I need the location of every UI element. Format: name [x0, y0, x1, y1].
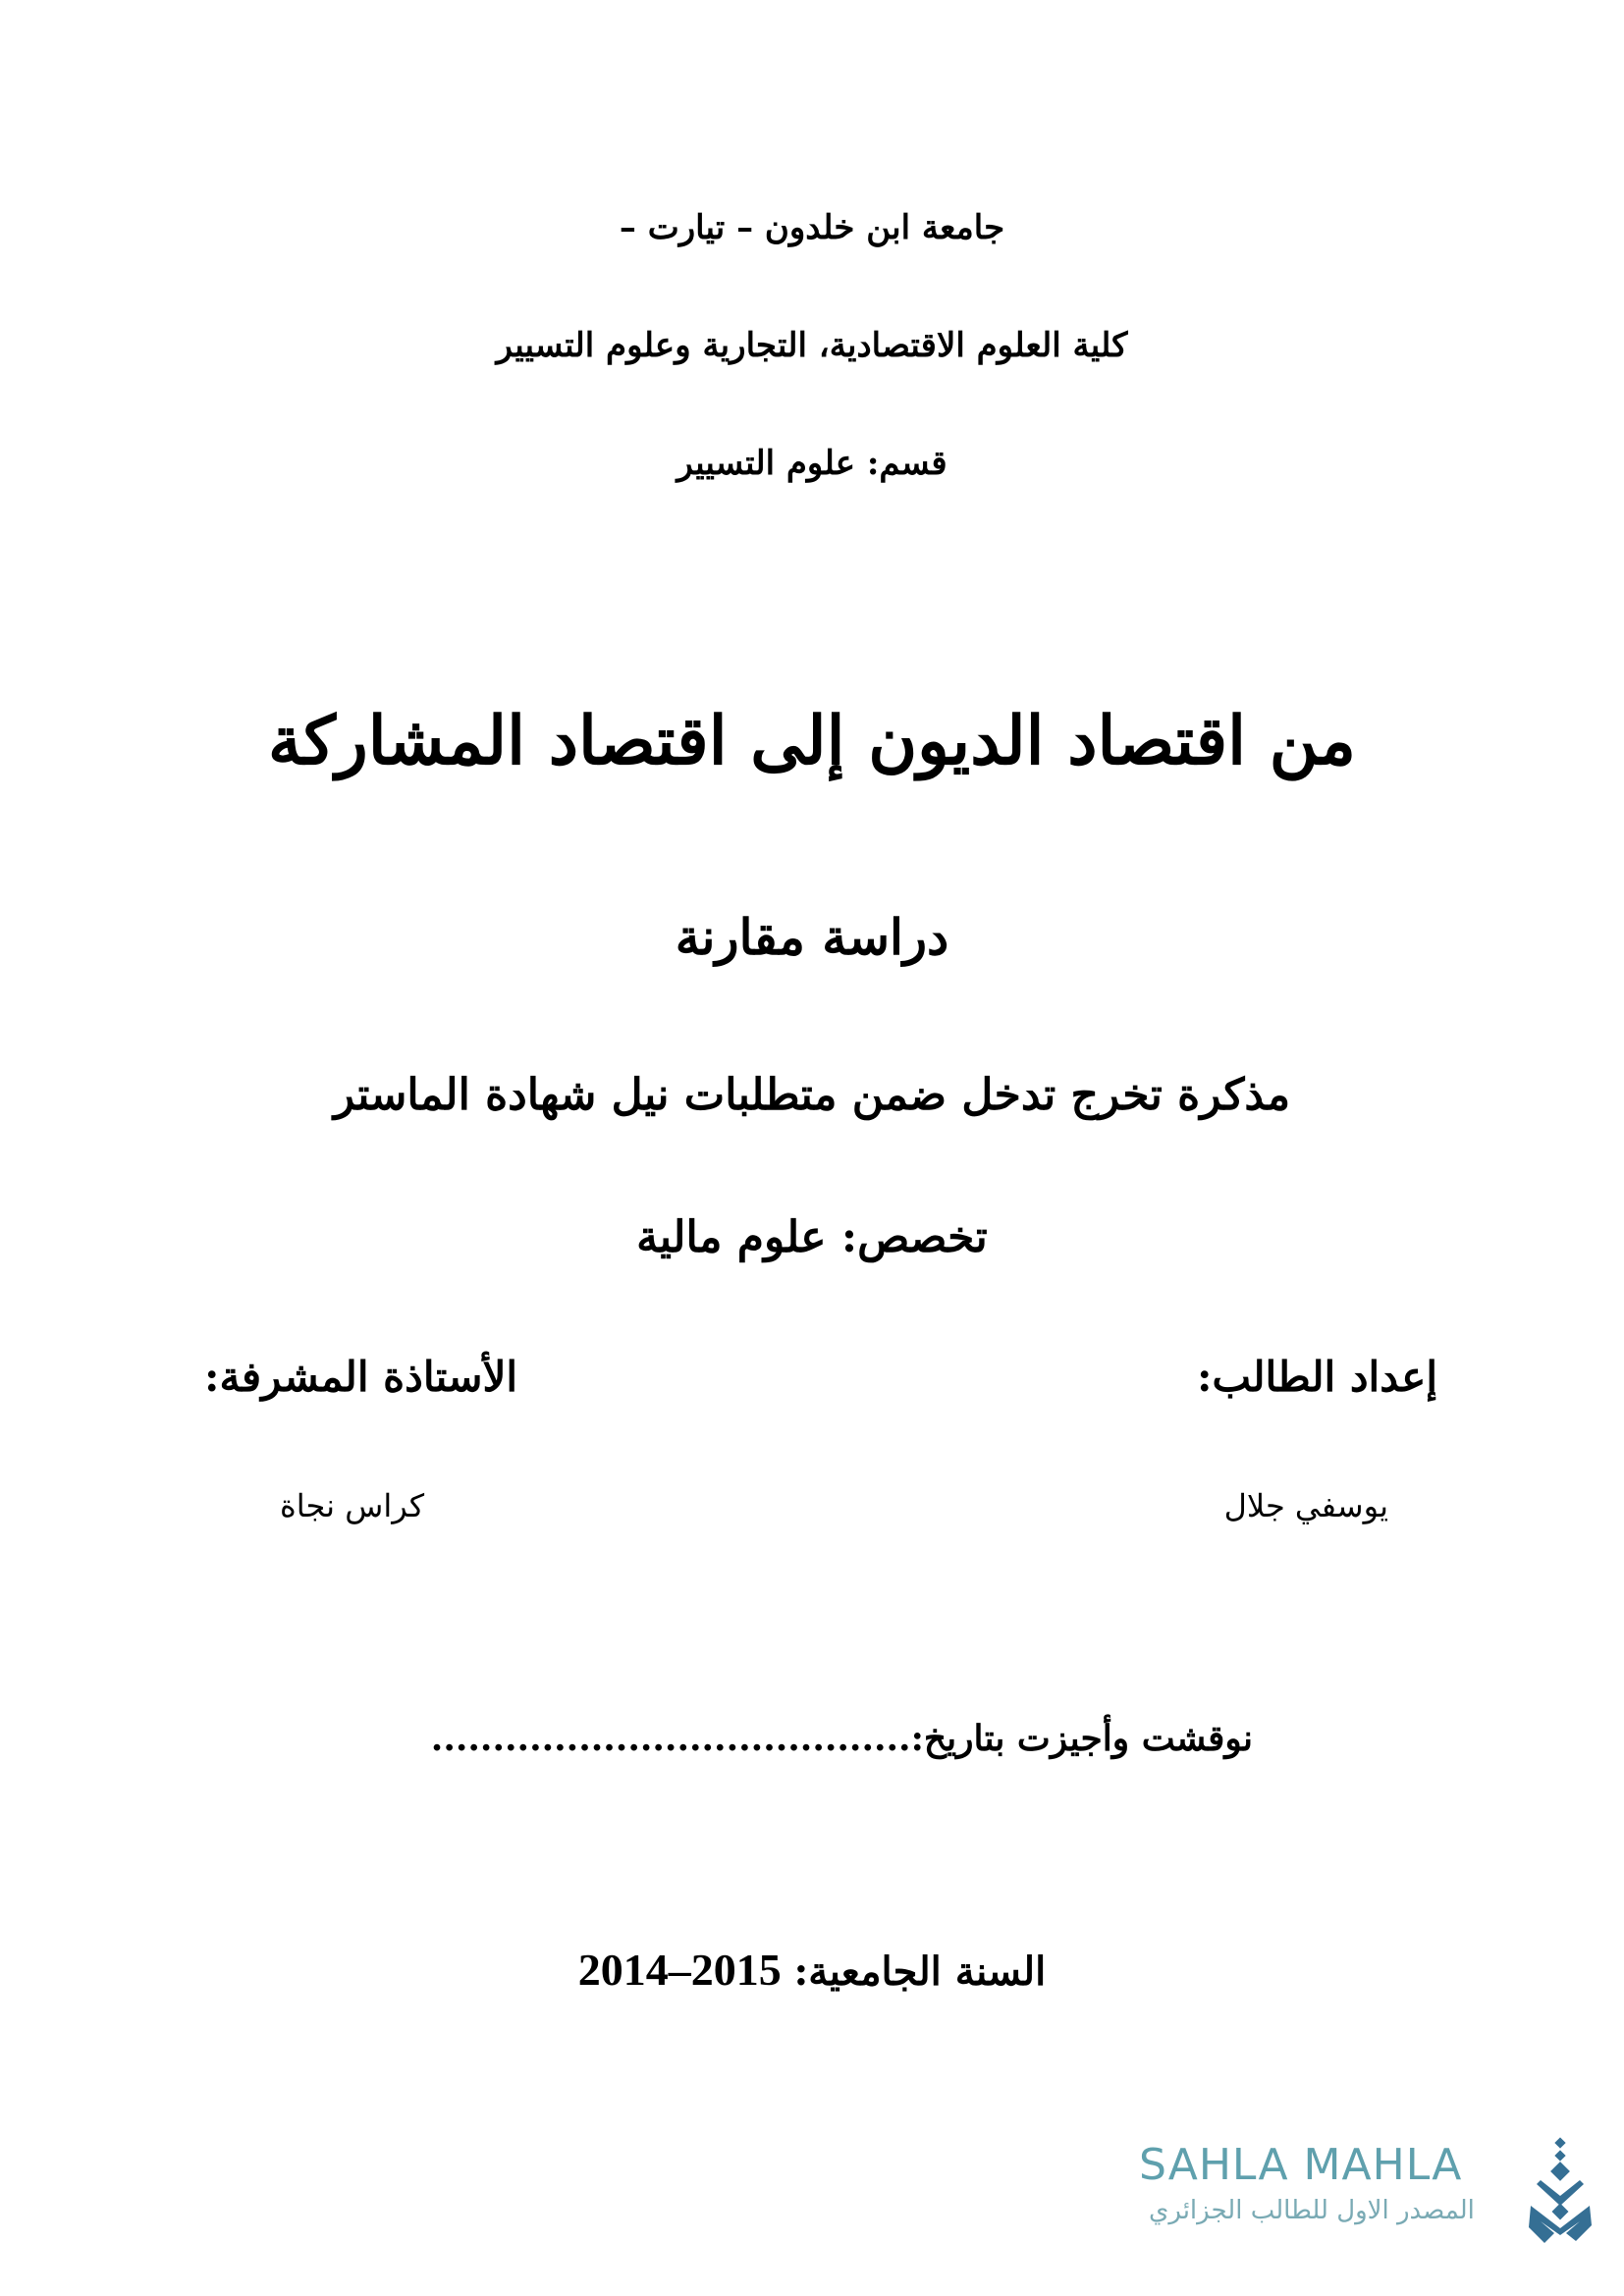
thesis-note: مذكرة تخرج تدخل ضمن متطلبات نيل شهادة الماستر — [333, 1070, 1291, 1120]
academic-year: 2014–2015 — [577, 1945, 782, 1995]
defense-date: نوقشت وأجيزت بتاريخ:....................................... — [430, 1718, 1253, 1759]
logo-emblem-icon — [1527, 2135, 1596, 2253]
thesis-title: من اقتصاد الديون إلى اقتصاد المشاركة — [268, 702, 1356, 780]
academic-year-row — [0, 1944, 1624, 1996]
supervisor-name: كراس نجاة — [280, 1487, 425, 1524]
specialization: تخصص: علوم مالية — [636, 1212, 988, 1262]
supervisor-label: الأستاذة المشرفة: — [204, 1353, 518, 1401]
logo-tagline: المصدر الاول للطالب الجزائري — [1149, 2196, 1475, 2225]
thesis-subtitle: دراسة مقارنة — [675, 908, 949, 966]
faculty-name: كلية العلوم الاقتصادية، التجارية وعلوم التسيير — [496, 326, 1128, 365]
department-name: قسم: علوم التسيير — [677, 444, 947, 483]
logo-name: SAHLA MAHLA — [1139, 2140, 1463, 2190]
student-label: إعداد الطالب: — [1196, 1353, 1437, 1401]
student-name: يوسفي جلال — [1223, 1487, 1388, 1524]
sahla-mahla-logo — [1139, 2135, 1591, 2253]
academic-year-label: السنة الجامعية: — [793, 1949, 1047, 1995]
university-name: جامعة ابن خلدون – تيارت – — [619, 208, 1005, 247]
